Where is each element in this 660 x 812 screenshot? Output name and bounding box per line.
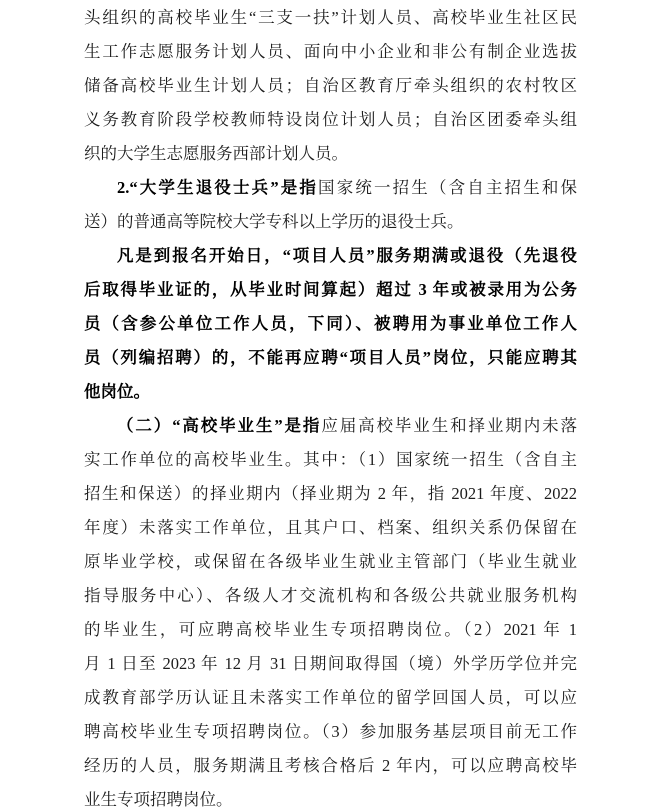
text-line (84, 613, 577, 647)
text-segment: 送）的普通高等院校大学专科以上学历的退役士兵。 (84, 212, 464, 231)
text-segment: 员（列编招聘）的，不能再应聘“项目人员”岗位，只能应聘其 (84, 348, 577, 367)
text-segment: 年度）未落实工作单位，且其户口、档案、组织关系仍保留在 (84, 518, 577, 537)
text-segment: 月 1 日至 2023 年 12 月 31 日期间取得国（境）外学历学位并完 (84, 654, 577, 673)
text-segment: 储备高校毕业生计划人员；自治区教育厅牵头组织的农村牧区 (84, 76, 577, 95)
text-line (84, 579, 577, 613)
text-line (84, 443, 577, 477)
text-segment: 经历的人员，服务期满且考核合格后 2 年内，可以应聘高校毕 (84, 756, 577, 775)
text-line (84, 375, 577, 409)
text-segment: 业生专项招聘岗位。 (84, 790, 233, 809)
text-segment: 织的大学生志愿服务西部计划人员。 (84, 144, 348, 163)
text-segment: 实工作单位的高校毕业生。其中：（1）国家统一招生（含自主 (84, 450, 577, 469)
text-segment: 指导服务中心）、各级人才交流机构和各级公共就业服务机构 (84, 586, 577, 605)
document-body (84, 1, 577, 812)
text-line (84, 749, 577, 783)
text-line (84, 103, 577, 137)
text-line (84, 205, 577, 239)
text-line (84, 681, 577, 715)
text-segment: 2.“大学生退役士兵”是指 (117, 178, 319, 197)
text-line (84, 409, 577, 443)
text-line (84, 273, 577, 307)
text-segment: 头组织的高校毕业生“三支一扶”计划人员、高校毕业生社区民 (84, 8, 577, 27)
text-segment: 应届高校毕业生和择业期内未落 (321, 416, 577, 435)
text-line (84, 715, 577, 749)
text-segment: （二）“高校毕业生”是指 (117, 416, 322, 435)
text-segment: 的毕业生，可应聘高校毕业生专项招聘岗位。（2）2021 年 1 (84, 620, 577, 639)
text-line (84, 69, 577, 103)
text-segment: 凡是到报名开始日，“项目人员”服务期满或退役（先退役 (117, 246, 577, 265)
text-segment: 后取得毕业证的，从毕业时间算起）超过 3 年或被录用为公务 (84, 280, 577, 299)
text-segment: 生工作志愿服务计划人员、面向中小企业和非公有制企业选拔 (84, 42, 577, 61)
text-line (84, 783, 577, 812)
text-line (84, 1, 577, 35)
text-line (84, 511, 577, 545)
text-line (84, 137, 577, 171)
text-line (84, 35, 577, 69)
text-line (84, 307, 577, 341)
text-segment: 员（含参公单位工作人员，下同）、被聘用为事业单位工作人 (84, 314, 577, 333)
text-segment: 聘高校毕业生专项招聘岗位。（3）参加服务基层项目前无工作 (84, 722, 577, 741)
text-segment: 国家统一招生（含自主招生和保 (318, 178, 577, 197)
text-line (84, 647, 577, 681)
text-line (84, 477, 577, 511)
text-line (84, 545, 577, 579)
text-line (84, 239, 577, 273)
text-segment: 成教育部学历认证且未落实工作单位的留学回国人员，可以应 (84, 688, 577, 707)
text-line (84, 171, 577, 205)
text-segment: 原毕业学校，或保留在各级毕业生就业主管部门（毕业生就业 (84, 552, 577, 571)
text-segment: 义务教育阶段学校教师特设岗位计划人员；自治区团委牵头组 (84, 110, 577, 129)
text-line (84, 341, 577, 375)
text-segment: 他岗位。 (84, 382, 150, 401)
text-segment: 招生和保送）的择业期内（择业期为 2 年，指 2021 年度、2022 (84, 484, 577, 503)
